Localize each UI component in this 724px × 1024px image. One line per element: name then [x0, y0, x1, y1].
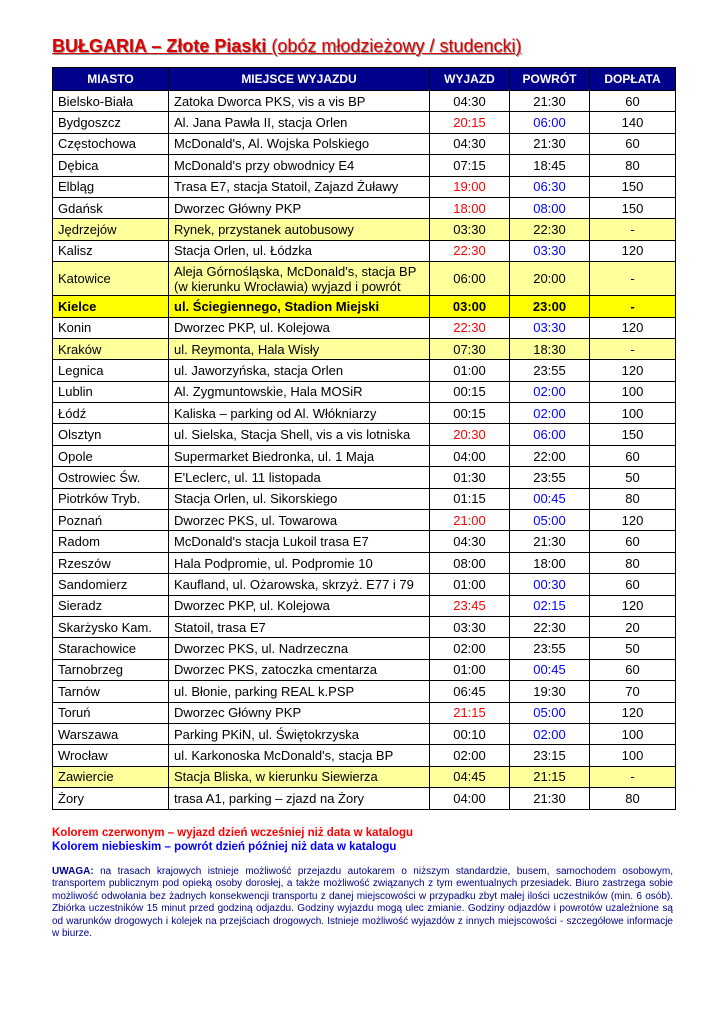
- cell-departure: 02:00: [430, 638, 510, 659]
- cell-departure: 03:30: [430, 219, 510, 240]
- cell-place: Al. Jana Pawła II, stacja Orlen: [169, 112, 430, 133]
- table-row: [53, 403, 676, 424]
- cell-departure: 04:00: [430, 445, 510, 466]
- cell-place: ul. Reymonta, Hala Wisły: [169, 338, 430, 359]
- cell-fee: 100: [590, 403, 676, 424]
- header-place: MIEJSCE WYJAZDU: [169, 68, 430, 91]
- cell-departure: 20:30: [430, 424, 510, 445]
- title-sub: (obóz młodzieżowy / studencki): [271, 36, 522, 56]
- cell-place: McDonald's, Al. Wojska Polskiego: [169, 133, 430, 154]
- header-fee: DOPŁATA: [590, 68, 676, 91]
- cell-city: Opole: [53, 445, 169, 466]
- cell-return: 21:30: [510, 788, 590, 809]
- table-row: [53, 112, 676, 133]
- cell-departure: 01:00: [430, 659, 510, 680]
- cell-place: Rynek, przystanek autobusowy: [169, 219, 430, 240]
- cell-return: 21:30: [510, 133, 590, 154]
- cell-fee: 60: [590, 91, 676, 112]
- cell-return: 18:00: [510, 552, 590, 573]
- cell-fee: 70: [590, 681, 676, 702]
- cell-place: ul. Ściegiennego, Stadion Miejski: [169, 296, 430, 317]
- table-row: [53, 445, 676, 466]
- cell-return: 08:00: [510, 197, 590, 218]
- cell-return: 22:30: [510, 219, 590, 240]
- table-row: [53, 467, 676, 488]
- cell-departure: 03:30: [430, 616, 510, 637]
- table-row: [53, 616, 676, 637]
- table-row: [53, 155, 676, 176]
- table-row: [53, 702, 676, 723]
- table-row: [53, 723, 676, 744]
- cell-place: Supermarket Biedronka, ul. 1 Maja: [169, 445, 430, 466]
- cell-departure: 00:15: [430, 403, 510, 424]
- cell-city: Kalisz: [53, 240, 169, 261]
- cell-place: E'Leclerc, ul. 11 listopada: [169, 467, 430, 488]
- cell-city: Toruń: [53, 702, 169, 723]
- table-row: [53, 595, 676, 616]
- cell-fee: 60: [590, 574, 676, 595]
- cell-city: Poznań: [53, 510, 169, 531]
- cell-city: Jędrzejów: [53, 219, 169, 240]
- cell-return: 21:30: [510, 531, 590, 552]
- cell-city: Katowice: [53, 262, 169, 296]
- cell-city: Bydgoszcz: [53, 112, 169, 133]
- cell-city: Łódź: [53, 403, 169, 424]
- table-row: [53, 91, 676, 112]
- cell-fee: 150: [590, 424, 676, 445]
- cell-departure: 06:00: [430, 262, 510, 296]
- cell-place: Dworzec PKS, ul. Towarowa: [169, 510, 430, 531]
- table-row: [53, 745, 676, 766]
- table-row: [53, 381, 676, 402]
- cell-departure: 19:00: [430, 176, 510, 197]
- header-city: MIASTO: [53, 68, 169, 91]
- cell-fee: 120: [590, 240, 676, 261]
- cell-return: 02:00: [510, 381, 590, 402]
- cell-return: 23:55: [510, 467, 590, 488]
- cell-city: Ostrowiec Św.: [53, 467, 169, 488]
- cell-city: Zawiercie: [53, 766, 169, 787]
- cell-city: Skarżysko Kam.: [53, 616, 169, 637]
- legend: [52, 826, 682, 854]
- cell-return: 02:00: [510, 723, 590, 744]
- cell-fee: 60: [590, 531, 676, 552]
- table-row: [53, 659, 676, 680]
- cell-city: Dębica: [53, 155, 169, 176]
- table-row: [53, 552, 676, 573]
- cell-fee: 150: [590, 197, 676, 218]
- cell-fee: 60: [590, 133, 676, 154]
- cell-place: Dworzec PKP, ul. Kolejowa: [169, 595, 430, 616]
- cell-fee: 60: [590, 659, 676, 680]
- cell-place: Al. Zygmuntowskie, Hala MOSiR: [169, 381, 430, 402]
- cell-place: Trasa E7, stacja Statoil, Zajazd Żuławy: [169, 176, 430, 197]
- cell-departure: 04:00: [430, 788, 510, 809]
- cell-return: 02:00: [510, 403, 590, 424]
- cell-departure: 23:45: [430, 595, 510, 616]
- cell-city: Warszawa: [53, 723, 169, 744]
- cell-return: 00:45: [510, 659, 590, 680]
- cell-place: Hala Podpromie, ul. Podpromie 10: [169, 552, 430, 573]
- table-row: [53, 197, 676, 218]
- cell-fee: 120: [590, 595, 676, 616]
- cell-fee: 20: [590, 616, 676, 637]
- cell-fee: 80: [590, 155, 676, 176]
- table-row: [53, 176, 676, 197]
- cell-place: Dworzec Główny PKP: [169, 197, 430, 218]
- table-row: [53, 262, 676, 296]
- cell-city: Lublin: [53, 381, 169, 402]
- cell-return: 03:30: [510, 317, 590, 338]
- cell-fee: 60: [590, 445, 676, 466]
- cell-place: Dworzec PKS, zatoczka cmentarza: [169, 659, 430, 680]
- header-departure: WYJAZD: [430, 68, 510, 91]
- cell-fee: 80: [590, 788, 676, 809]
- cell-departure: 08:00: [430, 552, 510, 573]
- cell-return: 06:00: [510, 112, 590, 133]
- cell-city: Starachowice: [53, 638, 169, 659]
- cell-fee: 80: [590, 488, 676, 509]
- cell-city: Rzeszów: [53, 552, 169, 573]
- cell-place: Stacja Orlen, ul. Łódzka: [169, 240, 430, 261]
- table-header-row: [53, 68, 676, 91]
- legend-blue: Kolorem niebieskim – powrót dzień później niż data w katalogu: [52, 841, 397, 853]
- cell-place: trasa A1, parking – zjazd na Żory: [169, 788, 430, 809]
- cell-city: Tarnobrzeg: [53, 659, 169, 680]
- note: [52, 866, 673, 940]
- cell-departure: 06:45: [430, 681, 510, 702]
- cell-departure: 01:00: [430, 360, 510, 381]
- table-row: [53, 219, 676, 240]
- cell-return: 18:45: [510, 155, 590, 176]
- cell-fee: -: [590, 296, 676, 317]
- cell-fee: 120: [590, 510, 676, 531]
- cell-city: Konin: [53, 317, 169, 338]
- cell-departure: 04:30: [430, 91, 510, 112]
- cell-return: 00:45: [510, 488, 590, 509]
- cell-place: Zatoka Dworca PKS, vis a vis BP: [169, 91, 430, 112]
- cell-return: 02:15: [510, 595, 590, 616]
- cell-departure: 01:00: [430, 574, 510, 595]
- cell-fee: -: [590, 338, 676, 359]
- table-body: [53, 91, 676, 810]
- cell-fee: 120: [590, 317, 676, 338]
- page-title: [52, 36, 692, 57]
- cell-city: Bielsko-Biała: [53, 91, 169, 112]
- cell-return: 05:00: [510, 510, 590, 531]
- cell-city: Gdańsk: [53, 197, 169, 218]
- table-row: [53, 296, 676, 317]
- note-label: UWAGA:: [52, 866, 94, 877]
- cell-fee: 120: [590, 702, 676, 723]
- cell-fee: 150: [590, 176, 676, 197]
- cell-city: Kielce: [53, 296, 169, 317]
- table-row: [53, 360, 676, 381]
- cell-fee: 100: [590, 745, 676, 766]
- cell-fee: 50: [590, 467, 676, 488]
- cell-return: 18:30: [510, 338, 590, 359]
- cell-fee: 120: [590, 360, 676, 381]
- cell-city: Radom: [53, 531, 169, 552]
- table-row: [53, 317, 676, 338]
- cell-place: McDonald's przy obwodnicy E4: [169, 155, 430, 176]
- cell-return: 22:00: [510, 445, 590, 466]
- title-main: BUŁGARIA – Złote Piaski: [52, 36, 267, 56]
- cell-fee: -: [590, 219, 676, 240]
- note-text: na trasach krajowych istnieje możliwość przejazdu autokarem o niższym standardzie, busem, samochodem osobowym, transportem publicznym pod opieką osoby dorosłej, a także możliwość związanych z tym ewentualnych przesiadek. Biuro zastrzega sobie możliwość odwołania bez żadnych konsekwencji transportu z danej miejscowości w przypadku zbyt małej ilości uczestników (min. 6 osób). Zbiórka uczestników 15 minut przed godziną odjazdu. Godziny wyjazdu mogą ulec zmianie. Godziny odjazdów i powrotów uzależnione są od warunków drogowych i kolejek na przejściach drogowych. Istnieje możliwość wyjazdów z innych miejscowości - szczegółowe informacje w biurze.: [52, 866, 673, 940]
- cell-return: 00:30: [510, 574, 590, 595]
- cell-place: Dworzec Główny PKP: [169, 702, 430, 723]
- cell-city: Częstochowa: [53, 133, 169, 154]
- cell-place: Aleja Górnośląska, McDonald's, stacja BP (w kierunku Wrocławia) wyjazd i powrót: [169, 262, 430, 296]
- cell-city: Żory: [53, 788, 169, 809]
- cell-departure: 21:15: [430, 702, 510, 723]
- cell-return: 21:15: [510, 766, 590, 787]
- cell-place: Stacja Orlen, ul. Sikorskiego: [169, 488, 430, 509]
- cell-return: 03:30: [510, 240, 590, 261]
- cell-departure: 04:30: [430, 531, 510, 552]
- cell-return: 06:30: [510, 176, 590, 197]
- cell-return: 19:30: [510, 681, 590, 702]
- cell-city: Legnica: [53, 360, 169, 381]
- cell-departure: 04:30: [430, 133, 510, 154]
- cell-city: Elbląg: [53, 176, 169, 197]
- table-row: [53, 240, 676, 261]
- cell-city: Tarnów: [53, 681, 169, 702]
- cell-return: 21:30: [510, 91, 590, 112]
- table-row: [53, 638, 676, 659]
- table-row: [53, 510, 676, 531]
- header-return: POWRÓT: [510, 68, 590, 91]
- cell-departure: 21:00: [430, 510, 510, 531]
- table-row: [53, 424, 676, 445]
- cell-place: Kaliska – parking od Al. Włókniarzy: [169, 403, 430, 424]
- cell-return: 20:00: [510, 262, 590, 296]
- cell-city: Sieradz: [53, 595, 169, 616]
- cell-return: 23:55: [510, 360, 590, 381]
- cell-fee: 140: [590, 112, 676, 133]
- table-row: [53, 681, 676, 702]
- cell-departure: 07:30: [430, 338, 510, 359]
- table-row: [53, 574, 676, 595]
- cell-city: Sandomierz: [53, 574, 169, 595]
- cell-fee: 100: [590, 381, 676, 402]
- table-row: [53, 133, 676, 154]
- cell-departure: 01:30: [430, 467, 510, 488]
- cell-fee: 100: [590, 723, 676, 744]
- cell-place: Parking PKiN, ul. Świętokrzyska: [169, 723, 430, 744]
- cell-departure: 03:00: [430, 296, 510, 317]
- legend-red: Kolorem czerwonym – wyjazd dzień wcześniej niż data w katalogu: [52, 827, 414, 839]
- table-row: [53, 788, 676, 809]
- cell-place: ul. Sielska, Stacja Shell, vis a vis lotniska: [169, 424, 430, 445]
- cell-city: Kraków: [53, 338, 169, 359]
- cell-departure: 00:10: [430, 723, 510, 744]
- cell-city: Piotrków Tryb.: [53, 488, 169, 509]
- cell-departure: 01:15: [430, 488, 510, 509]
- cell-fee: -: [590, 766, 676, 787]
- schedule-table: [52, 67, 676, 810]
- cell-departure: 22:30: [430, 317, 510, 338]
- cell-place: Kaufland, ul. Ożarowska, skrzyż. E77 i 79: [169, 574, 430, 595]
- cell-place: ul. Jaworzyńska, stacja Orlen: [169, 360, 430, 381]
- cell-return: 23:15: [510, 745, 590, 766]
- cell-return: 22:30: [510, 616, 590, 637]
- cell-departure: 20:15: [430, 112, 510, 133]
- cell-departure: 22:30: [430, 240, 510, 261]
- cell-city: Wrocław: [53, 745, 169, 766]
- cell-departure: 07:15: [430, 155, 510, 176]
- table-row: [53, 338, 676, 359]
- cell-fee: 50: [590, 638, 676, 659]
- table-row: [53, 488, 676, 509]
- cell-fee: 80: [590, 552, 676, 573]
- cell-return: 23:55: [510, 638, 590, 659]
- cell-departure: 04:45: [430, 766, 510, 787]
- cell-place: Stacja Bliska, w kierunku Siewierza: [169, 766, 430, 787]
- cell-place: ul. Karkonoska McDonald's, stacja BP: [169, 745, 430, 766]
- cell-departure: 02:00: [430, 745, 510, 766]
- cell-return: 06:00: [510, 424, 590, 445]
- cell-place: ul. Błonie, parking REAL k.PSP: [169, 681, 430, 702]
- cell-city: Olsztyn: [53, 424, 169, 445]
- cell-fee: -: [590, 262, 676, 296]
- cell-place: Statoil, trasa E7: [169, 616, 430, 637]
- cell-return: 05:00: [510, 702, 590, 723]
- cell-return: 23:00: [510, 296, 590, 317]
- table-row: [53, 531, 676, 552]
- cell-departure: 18:00: [430, 197, 510, 218]
- cell-place: McDonald's stacja Lukoil trasa E7: [169, 531, 430, 552]
- cell-departure: 00:15: [430, 381, 510, 402]
- cell-place: Dworzec PKP, ul. Kolejowa: [169, 317, 430, 338]
- table-row: [53, 766, 676, 787]
- cell-place: Dworzec PKS, ul. Nadrzeczna: [169, 638, 430, 659]
